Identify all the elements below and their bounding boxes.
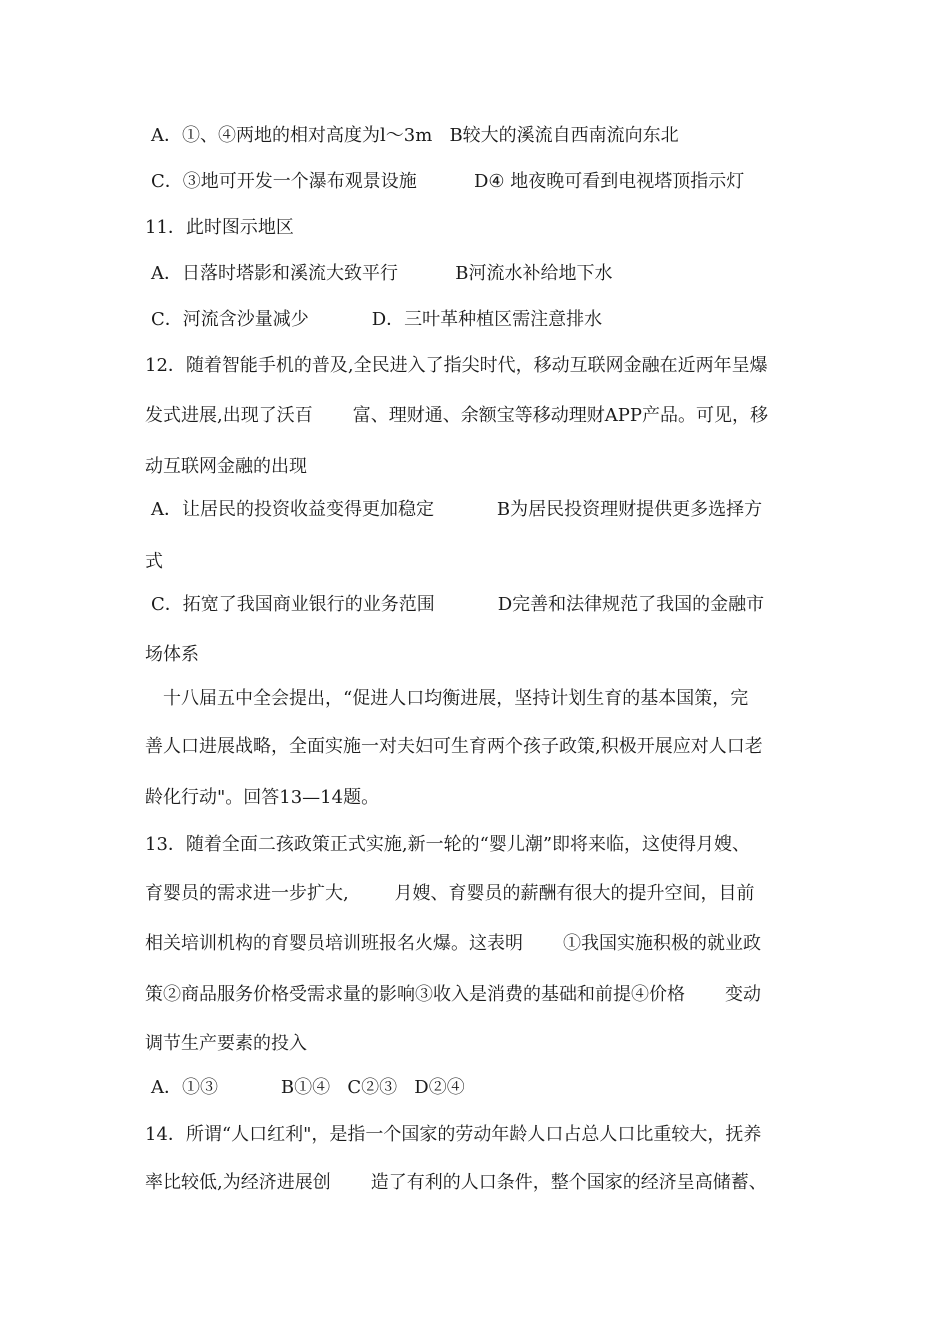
q12-options-cd-line-1: C．拓宽了我国商业银行的业务范围 D完善和法律规范了我国的金融市 [151,594,765,615]
q12-options-ab-line-1: A．让居民的投资收益变得更加稳定 B为居民投资理财提供更多选择方 [151,499,763,520]
q12-stem-line-1: 12．随着智能手机的普及,全民进入了指尖时代，移动互联网金融在近两年呈爆 [145,355,768,376]
q12-options-cd-line-2: 场体系 [145,644,199,665]
q13-options: A．①③ B①④ C②③ D②④ [151,1077,465,1098]
q12-stem-line-2: 发式进展,出现了沃百 富、理财通、余额宝等移动理财APP产品。可见，移 [145,405,768,426]
passage-line-3: 龄化行动"。回答13—14题。 [145,787,380,808]
q11-options-ab: A．日落时塔影和溪流大致平行 B河流水补给地下水 [151,263,613,284]
q13-stem-line-2: 育婴员的需求进一步扩大, 月嫂、育婴员的薪酬有很大的提升空间，目前 [145,883,755,904]
passage-line-2: 善人口进展战略，全面实施一对夫妇可生育两个孩子政策,积极开展应对人口老 [145,736,763,757]
q13-stem-line-1: 13．随着全面二孩政策正式实施,新一轮的“婴儿潮”即将来临，这使得月嫂、 [145,834,751,855]
q13-stem-line-3: 相关培训机构的育婴员培训班报名火爆。这表明 ①我国实施积极的就业政 [145,933,762,954]
q14-stem-line-1: 14．所谓“人口红利"，是指一个国家的劳动年龄人口占总人口比重较大，抚养 [145,1124,762,1145]
q10-options-ab: A．①、④两地的相对高度为l～3m B较大的溪流自西南流向东北 [151,125,679,146]
q13-stem-line-4: 策②商品服务价格受需求量的影响③收入是消费的基础和前提④价格 变动 [145,984,762,1005]
q13-stem-line-5: 调节生产要素的投入 [145,1033,307,1054]
q12-stem-line-3: 动互联网金融的出现 [145,456,307,477]
q11-stem: 11．此时图示地区 [145,217,294,238]
q11-options-cd: C．河流含沙量减少 D．三叶革种植区需注意排水 [151,309,603,330]
q10-options-cd: C．③地可开发一个瀑布观景设施 D④ 地夜晚可看到电视塔顶指示灯 [151,171,745,192]
passage-line-1: 十八届五中全会提出，“促进人口均衡进展，坚持计划生育的基本国策，完 [163,688,749,709]
q12-options-ab-line-2: 式 [145,551,163,572]
q14-stem-line-2: 率比较低,为经济进展创 造了有利的人口条件，整个国家的经济呈高储蓄、 [145,1172,767,1193]
